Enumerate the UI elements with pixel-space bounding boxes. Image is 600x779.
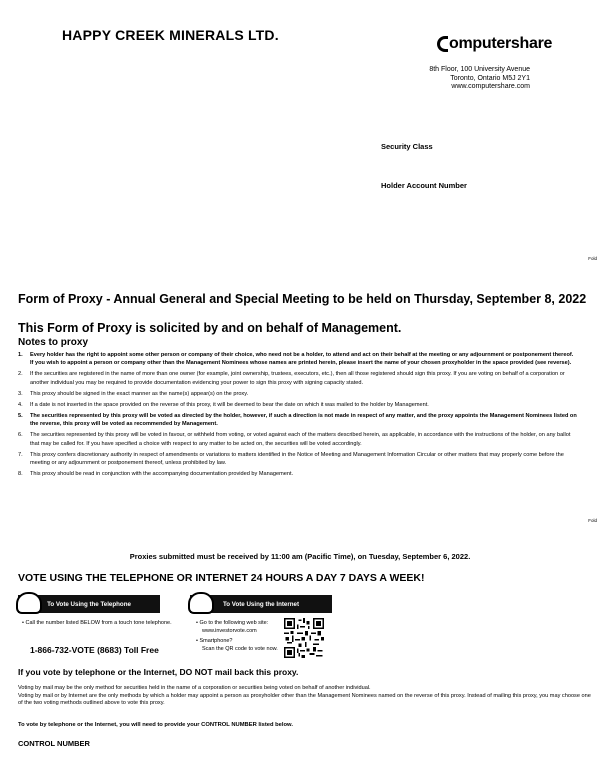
form-title: Form of Proxy - Annual General and Special Meeting to be held on Thursday, September 8, 2022 — [18, 292, 587, 306]
mouse-icon — [188, 592, 214, 614]
internet-instructions: • Go to the following web site: www.investorvote.com • Smartphone? Scan the QR code to vote now. — [196, 620, 286, 653]
address-line: Toronto, Ontario M5J 2Y1 — [450, 74, 530, 82]
telephone-instruction: • Call the number listed BELOW from a touch tone telephone. — [22, 620, 172, 626]
computershare-c-logo-icon — [437, 36, 448, 52]
mail-note: Voting by mail may be the only method for securities held in the name of a corporation or securities being voted on behalf of another individual. Voting by mail or by Internet are the only methods by which a holder may appoint a person as proxyholder other than the Management Nominees named on the reverse of this proxy. Instead of mailing this proxy, you may choose one of the two voting methods outlined above to vote this proxy. — [18, 685, 591, 706]
fold-mark: Fold — [588, 256, 597, 261]
address-block — [429, 66, 530, 92]
notes-list — [18, 351, 578, 481]
note-item: 2. If the securities are registered in the name of more than one owner (for example, joint ownership, trustees, executors, etc.), then all those registered should sign this proxy. If you are voting on behalf of a corporation or another individual you may be required to provide documentation evidencing your power to sign this proxy with signing capacity stated. — [18, 371, 565, 386]
note-item: 7. This proxy confers discretionary authority in respect of amendments or variations to matters identified in the Notice of Meeting and Management Information Circular or other matters that may properly come before the meeting or any adjournment or postponement thereof, unless prohibited by law. — [18, 451, 564, 467]
fold-mark: Fold — [588, 518, 597, 523]
note-item: 8. This proxy should be read in conjunction with the accompanying documentation provided by Management. — [18, 471, 294, 478]
logo-text: omputershare — [449, 35, 553, 52]
security-class-label: Security Class — [381, 142, 433, 151]
notes-heading: Notes to proxy — [18, 337, 89, 348]
note-item: 6. The securities represented by this proxy will be voted in favour, or withheld from voting, or voted against each of the matters described herein, as applicable, in accordance with the instructions of the holder, on any ballot that may be called for. If you have specified a choice with respect to any matter to be acted on, the securities will be voted accordingly. — [18, 432, 571, 447]
internet-box-label: To Vote Using the Internet — [222, 600, 300, 608]
telephone-vote-box — [18, 595, 160, 613]
toll-free-number[interactable]: 1-866-732-VOTE (8683) Toll Free — [30, 645, 159, 655]
telephone-icon — [16, 592, 42, 614]
note-item: 4. If a date is not inserted in the space provided on the reverse of this proxy, it will be deemed to bear the date on which it was mailed to the holder by Management. — [18, 401, 429, 408]
holder-account-label: Holder Account Number — [381, 181, 467, 190]
qr-code-icon[interactable] — [284, 618, 324, 658]
control-number-label: CONTROL NUMBER — [18, 739, 90, 748]
no-mail-notice: If you vote by telephone or the Internet, DO NOT mail back this proxy. — [18, 667, 299, 677]
control-note: To vote by telephone or the Internet, you will need to provide your CONTROL NUMBER listed below. — [18, 722, 293, 728]
address-line: 8th Floor, 100 University Avenue — [429, 66, 530, 73]
form-subtitle: This Form of Proxy is solicited by and on behalf of Management. — [18, 321, 402, 335]
note-item: 1. Every holder has the right to appoint some other person or company of their choice, who need not be a holder, to attend and act on their behalf at the meeting or any adjournment or postponement thereof. If you wish to appoint a person or company other than the Management Nominees whose names are printed herein, please insert the name of your chosen proxyholder in the space provided (see reverse). — [18, 352, 574, 367]
proxy-deadline: Proxies submitted must be received by 11:00 am (Pacific Time), on Tuesday, September 6, 2022. — [129, 552, 471, 561]
computershare-logo — [437, 35, 552, 53]
company-name: HAPPY CREEK MINERALS LTD. — [62, 27, 279, 43]
note-item: 3. This proxy should be signed in the exact manner as the name(s) appear(s) on the proxy. — [18, 390, 249, 397]
note-item: 5. The securities represented by this proxy will be voted as directed by the holder, however, if such a direction is not made in respect of any matter, and the proxy appoints the Management Nominees listed on the reverse, this proxy will be voted as recommended by Management. — [18, 412, 577, 428]
website-link[interactable]: www.investorvote.com — [202, 627, 257, 634]
vote-heading: VOTE USING THE TELEPHONE OR INTERNET 24 HOURS A DAY 7 DAYS A WEEK! — [18, 572, 425, 584]
telephone-box-label: To Vote Using the Telephone — [47, 600, 131, 608]
internet-vote-box — [190, 595, 332, 613]
address-line: www.computershare.com — [451, 83, 530, 90]
